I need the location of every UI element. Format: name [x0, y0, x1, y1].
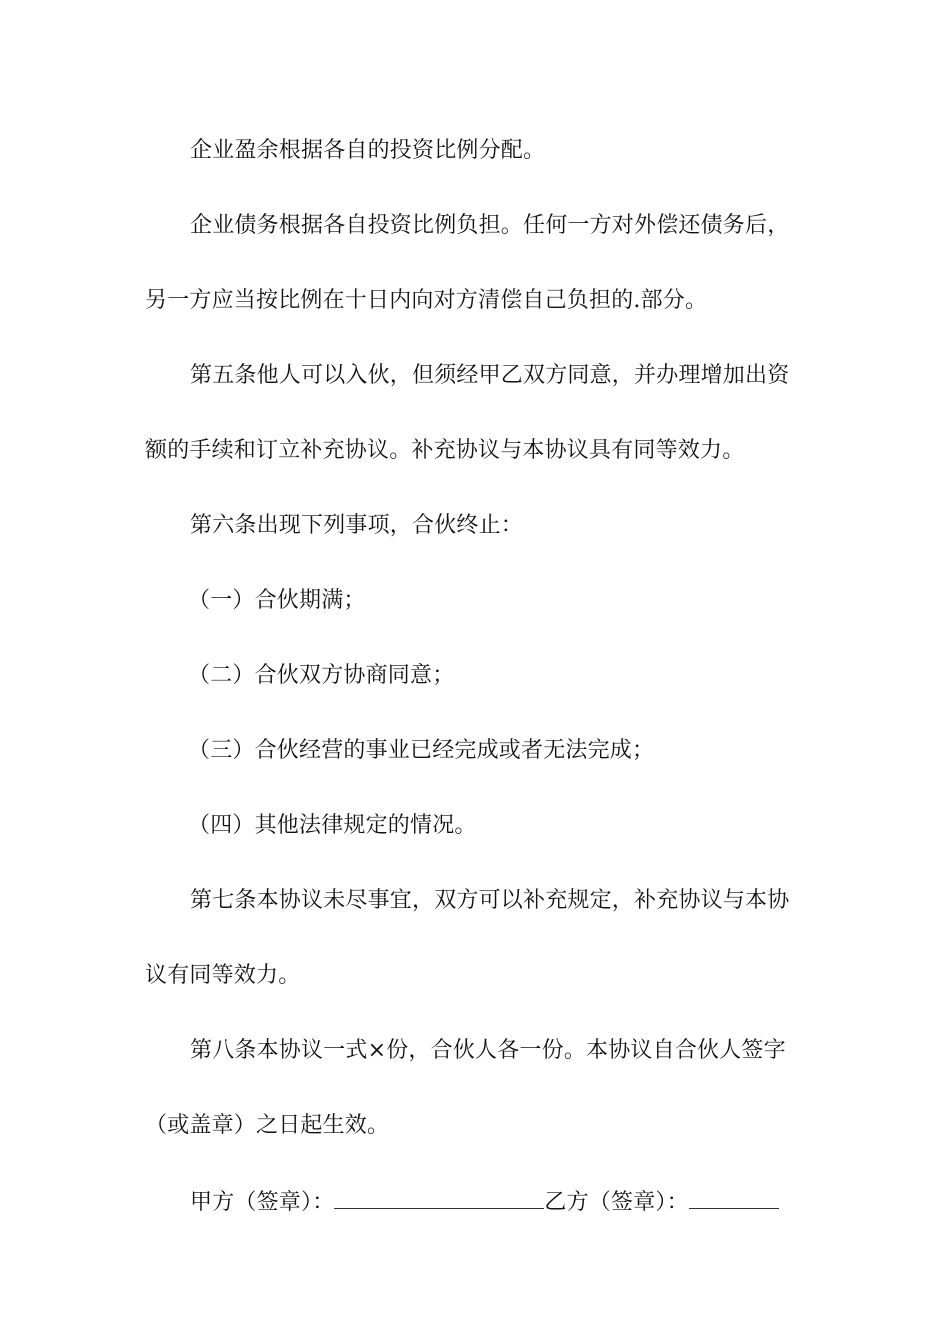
list-item-2: （二）合伙双方协商同意；	[188, 663, 455, 688]
article-7-line-1: 第七条本协议未尽事宜，双方可以补充规定，补充协议与本协	[190, 888, 790, 913]
article-6-heading: 第六条出现下列事项，合伙终止：	[190, 513, 524, 538]
article-5-line-1: 第五条他人可以入伙，但须经甲乙双方同意，并办理增加出资	[190, 363, 790, 388]
party-b-signature-label: 乙方（签章）：	[544, 1190, 689, 1215]
paragraph-debt-line-1: 企业债务根据各自投资比例负担。任何一方对外偿还债务后，	[190, 213, 790, 238]
party-a-signature-field[interactable]	[334, 1186, 544, 1209]
article-8-line-1: 第八条本协议一式×份，合伙人各一份。本协议自合伙人签字	[190, 1038, 786, 1063]
paragraph-debt-line-2: 另一方应当按比例在十日内向对方清偿自己负担的.部分。	[145, 288, 708, 313]
list-item-4: （四）其他法律规定的情况。	[188, 813, 477, 838]
list-item-1: （一）合伙期满；	[188, 588, 366, 613]
signature-line	[190, 1186, 779, 1218]
article-5-line-2: 额的手续和订立补充协议。补充协议与本协议具有同等效力。	[145, 438, 745, 463]
list-item-3: （三）合伙经营的事业已经完成或者无法完成；	[188, 738, 655, 763]
paragraph-profit-distribution: 企业盈余根据各自的投资比例分配。	[190, 138, 546, 163]
article-8-line-2: （或盖章）之日起生效。	[145, 1113, 390, 1138]
article-7-line-2: 议有同等效力。	[145, 963, 301, 988]
party-a-signature-label: 甲方（签章）：	[190, 1190, 335, 1215]
party-b-signature-field[interactable]	[689, 1186, 779, 1209]
